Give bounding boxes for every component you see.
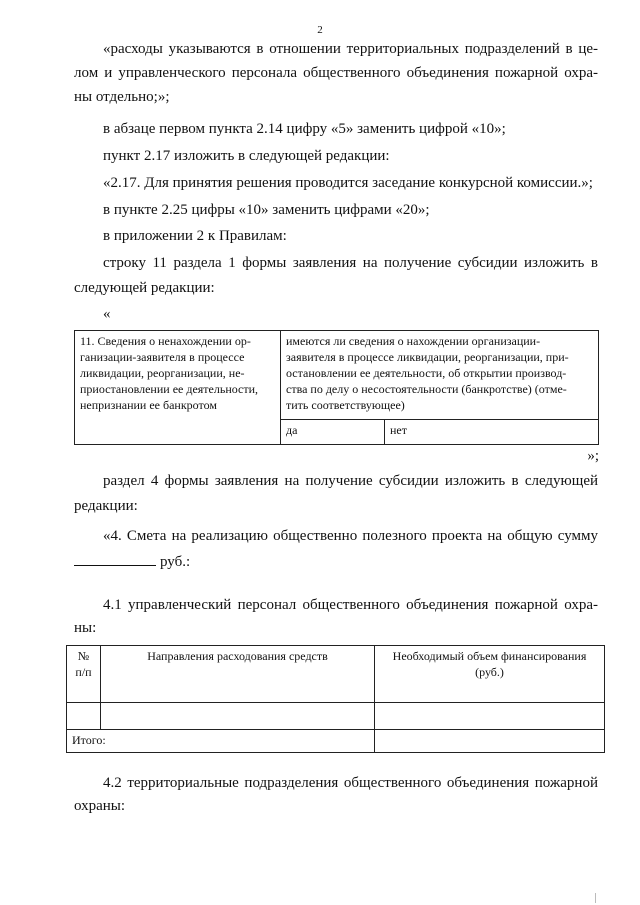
header-funding-line-2: (руб.) — [475, 665, 504, 679]
row-11-question-line: остановлении ее деятельности, об открытии производ- — [286, 366, 567, 380]
currency-label: руб.: — [160, 554, 191, 570]
total-label-cell: Итого: — [67, 730, 375, 753]
paragraph-10-line-2: ны: — [74, 620, 97, 636]
row-11-question-line: имеются ли сведения о нахождении организации- — [286, 334, 541, 348]
row-11-description-line: ликвидации, реорганизации, не- — [80, 366, 245, 380]
row-11-question-cell — [281, 331, 599, 420]
row-11-description-cell — [75, 331, 281, 445]
header-funding-line-1: Необходимый объем финансирования — [392, 649, 587, 663]
table-row-11 — [74, 330, 599, 445]
paragraph-4: «2.17. Для принятия решения проводится заседание конкурсной комиссии.»; — [103, 175, 593, 191]
option-yes-cell[interactable]: да — [281, 420, 385, 445]
scan-mark — [595, 893, 596, 903]
total-amount-cell[interactable] — [375, 730, 605, 753]
row-11-description-line: ганизации-заявителя в процессе — [80, 350, 245, 364]
paragraph-1-line-2: лом и управленческого персонала общественного объединения пожарной охра- — [74, 65, 598, 81]
paragraph-9-line-1: «4. Смета на реализацию общественно полезного проекта на общую сумму — [103, 528, 598, 544]
row-11-question-line: тить соответствующее) — [286, 398, 405, 412]
amount-blank-line[interactable] — [74, 553, 156, 566]
paragraph-11-line-2: охраны: — [74, 798, 126, 814]
paragraph-1-line-1: «расходы указываются в отношении территориальных подразделений в це- — [103, 41, 598, 57]
option-no-cell[interactable]: нет — [385, 420, 599, 445]
closing-quote: »; — [587, 448, 599, 464]
estimate-table — [66, 645, 605, 753]
paragraph-5: в пункте 2.25 цифры «10» заменить цифрами «20»; — [103, 202, 430, 218]
paragraph-2: в абзаце первом пункта 2.14 цифру «5» заменить цифрой «10»; — [103, 121, 506, 137]
row-11-description-line: 11. Сведения о ненахождении ор- — [80, 334, 251, 348]
table-row-empty-number[interactable] — [67, 703, 101, 730]
row-11-description-line: приостановлении ее деятельности, — [80, 382, 259, 396]
header-number-line-1: № — [77, 649, 90, 663]
row-11-question-line: заявителя в процессе ликвидации, реорганизации, при- — [286, 350, 569, 364]
header-number-cell — [67, 646, 101, 703]
paragraph-3: пункт 2.17 изложить в следующей редакции: — [103, 148, 390, 164]
paragraph-8-line-1: раздел 4 формы заявления на получение субсидии изложить в следующей — [103, 473, 598, 489]
header-funding-cell — [375, 646, 605, 703]
page-number: 2 — [317, 24, 323, 36]
row-11-question-line: ства по делу о несостоятельности (банкротстве) (отме- — [286, 382, 567, 396]
table-row-empty-direction[interactable] — [101, 703, 375, 730]
paragraph-1-line-3: ны отдельно;»; — [74, 89, 170, 105]
table-row-empty-amount[interactable] — [375, 703, 605, 730]
opening-quote: « — [103, 306, 111, 322]
paragraph-8-line-2: редакции: — [74, 498, 138, 514]
row-11-description-line: непризнании ее банкротом — [80, 398, 217, 412]
paragraph-6: в приложении 2 к Правилам: — [103, 228, 287, 244]
paragraph-7-line-1: строку 11 раздела 1 формы заявления на получение субсидии изложить в — [103, 255, 598, 271]
paragraph-7-line-2: следующей редакции: — [74, 280, 215, 296]
header-expense-direction-cell: Направления расходования средств — [101, 646, 375, 703]
header-number-line-2: п/п — [75, 665, 92, 679]
paragraph-9-line-2 — [74, 551, 190, 573]
paragraph-11-line-1: 4.2 территориальные подразделения общественного объединения пожарной — [103, 775, 598, 791]
paragraph-10-line-1: 4.1 управленческий персонал общественного объединения пожарной охра- — [103, 597, 598, 613]
